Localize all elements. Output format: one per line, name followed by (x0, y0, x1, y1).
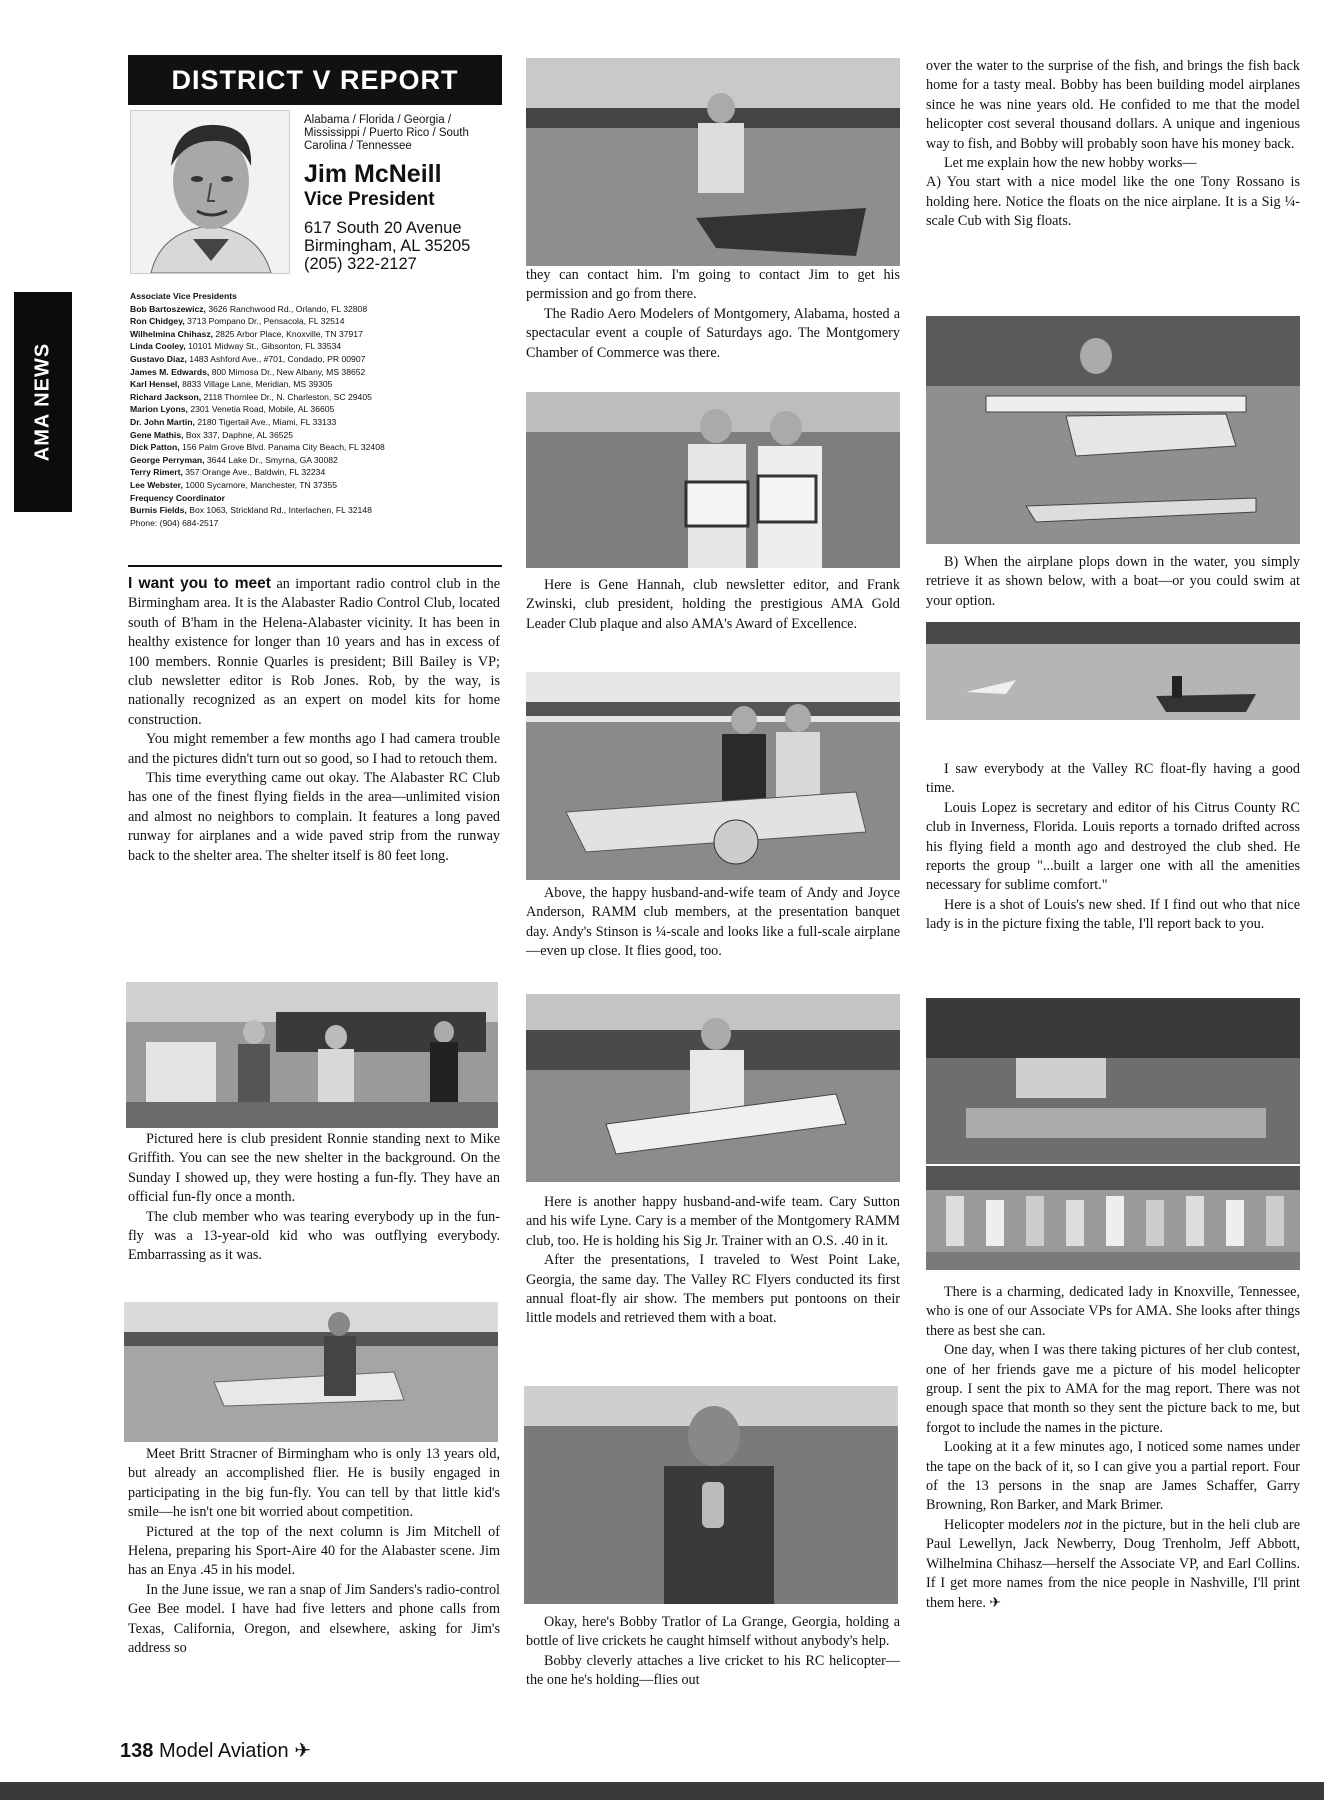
column-1-bottom (128, 1445, 500, 1658)
column-1-top (128, 574, 500, 866)
vp-portrait (130, 110, 290, 274)
associate-entry: Linda Cooley, 10101 Midway St., Gibsonton, FL 33534 (130, 341, 342, 352)
associate-entry: Terry Rimert, 357 Orange Ave., Baldwin, FL 32234 (130, 467, 326, 478)
page-number: 138 (120, 1740, 154, 1762)
paragraph: A) You start with a nice model like the one Tony Rossano is holding here. Notice the floats on the nice airplane. It is a Sig ¼-scale Cub with Sig floats. (926, 174, 1300, 230)
associate-entry: Wilhelmina Chihasz, 2825 Arbor Place, Knoxville, TN 37917 (130, 328, 363, 339)
paragraph: I saw everybody at the Valley RC float-fly having a good time. (926, 761, 1300, 797)
airplane-icon: ✈ (294, 1740, 311, 1762)
paragraph: B) When the airplane plops down in the water, you simply retrieve it as shown below, with a boat—or you could swim at your option. (926, 554, 1300, 609)
column-2-caption-1 (526, 576, 900, 634)
column-3-bottom (926, 1283, 1300, 1613)
associate-entry: Lee Webster, 1000 Sycamore, Manchester, TN 37355 (130, 479, 337, 490)
associate-entry: Ron Chidgey, 3713 Pompano Dr., Pensacola, FL 32514 (130, 316, 345, 327)
paragraph: they can contact him. I'm going to contact Jim to get his permission and go from there. (526, 267, 900, 303)
intro-paragraph: I want you to meet an important radio control club in the Birmingham area. It is the Alabaster Radio Control Club, located south of B'ham in the Helena-Alabaster vicinity. It has been in healthy existence for longer than 10 years and has in excess of 100 members. Ronnie Quarles is president; Bill Bailey is VP; club newsletter editor is Rob Jones. Rob, by the way, is nationally recognized as an expert on model kits for home construction. (128, 575, 501, 728)
associate-vp-list (130, 290, 502, 529)
associate-entry: George Perryman, 3644 Lake Dr., Smyrna, GA 30082 (130, 454, 338, 465)
district-states: Alabama / Florida / Georgia / Mississippi / Puerto Rico / South Carolina / Tennessee (304, 114, 469, 152)
column-3-caption-b (926, 553, 1300, 611)
column-2-top (526, 266, 900, 363)
associate-entry: James M. Edwards, 800 Mimosa Dr., New Albany, MS 38652 (130, 366, 366, 377)
column-1-mid (128, 1130, 500, 1266)
photo-boat-retrieval (926, 622, 1300, 720)
associate-entry: Karl Hensel, 8833 Village Lane, Meridian, MS 39305 (130, 379, 333, 390)
associate-entry: Richard Jackson, 2118 Thornlee Dr., N. Charleston, SC 29405 (130, 391, 372, 402)
paragraph: over the water to the surprise of the fish, and brings the fish back home for a tasty meal. Bobby has been building model airplanes since he was nine years old. He confided to me that the model helicopter cost several thousand dollars. A unique and ingenious way to fish, and Bobby will probably soon have his money back. (926, 58, 1300, 152)
paragraph: In the June issue, we ran a snap of Jim Sanders's radio-control Gee Bee model. I have had five letters and phone calls from Texas, California, Oregon, and elsewhere, asking for Jim's address so (128, 1581, 500, 1657)
paragraph: Meet Britt Stracner of Birmingham who is only 13 years old, but already an accomplished flier. He is busily engaged in participating in the big fun-fly. You can tell by that little kid's smile—he isn't one bit worried about competition. (128, 1446, 500, 1521)
associate-entry: Dr. John Martin, 2180 Tigertail Ave., Miami, FL 33133 (130, 416, 337, 427)
paragraph: There is a charming, dedicated lady in Knoxville, Tennessee, who is one of our Associate VPs for AMA. She looks after things there as best she can. (926, 1284, 1300, 1339)
paragraph: The club member who was tearing everybody up in the fun-fly was a 13-year-old kid who was outflying everybody. Embarrassing as it was. (128, 1208, 500, 1264)
vp-address: 617 South 20 Avenue Birmingham, AL 35205 (205) 322-2127 (304, 219, 471, 273)
photo-britt-stracner (124, 1302, 498, 1442)
paragraph: Helicopter modelers not in the picture, but in the heli club are Paul Lewellyn, Jack Newberry, Doug Trenholm, Jeff Abbott, Wilhelmina Chihasz—herself the Associate VP, and Earl Collins. If I get more names from the nice people in Nashville, I'll print them here. ✈ (926, 1516, 1300, 1611)
magazine-name: Model Aviation (158, 1740, 289, 1762)
column-2-mid (526, 1193, 900, 1329)
paragraph: This time everything came out okay. The Alabaster RC Club has one of the finest flying fields in the area—unlimited vision and almost no neighbors to complain. It features a long paved runway for airplanes and a wide paved strip from the runway back to the shelter area. The shelter itself is 80 feet long. (128, 770, 500, 864)
column-3-mid (926, 760, 1300, 935)
page-footer (120, 1738, 311, 1763)
paragraph: You might remember a few months ago I had camera trouble and the pictures didn't turn out so good, so I had to retouch them. (128, 731, 500, 767)
associate-entry: Gustavo Diaz, 1483 Ashford Ave., #701, Condado, PR 00907 (130, 353, 366, 364)
paragraph: Pictured at the top of the next column is Jim Mitchell of Helena, preparing his Sport-Aire 40 for the Alabaster scene. Jim has an Enya .45 in his model. (128, 1523, 500, 1579)
paragraph: The Radio Aero Modelers of Montgomery, Alabama, hosted a spectacular event a couple of Saturdays ago. The Montgomery Chamber of Commerce was there. (526, 305, 900, 361)
photo-bobby-tratlor (524, 1386, 898, 1604)
photo-new-shed (926, 998, 1300, 1164)
column-2-caption-2 (526, 884, 900, 962)
frequency-coordinator: Burnis Fields, Box 1063, Strickland Rd., Interlachen, FL 32148 (130, 505, 372, 516)
paragraph: Here is another happy husband-and-wife team. Cary Sutton and his wife Lyne. Cary is a member of the Montgomery RAMM club, too. He is holding his Sig Jr. Trainer with an O.S. .40 in it. (526, 1194, 900, 1249)
ama-news-tab: AMA NEWS (14, 292, 72, 512)
paragraph: Here is Gene Hannah, club newsletter editor, and Frank Zwinski, club president, holding the prestigious AMA Gold Leader Club plaque and also AMA's Award of Excellence. (526, 577, 900, 632)
paragraph: After the presentations, I traveled to West Point Lake, Georgia, the same day. The Valley RC Flyers conducted its first annual float-fly air show. The members put pontoons on their little models and retrieved them with a boat. (526, 1252, 900, 1327)
paragraph: Bobby cleverly attaches a live cricket to his RC helicopter—the one he's holding—flies out (526, 1652, 900, 1689)
column-3-top (926, 57, 1300, 232)
photo-gold-leader-plaque (526, 392, 900, 568)
paragraph: Above, the happy husband-and-wife team of Andy and Joyce Anderson, RAMM club members, at the presentation banquet day. Andy's Stinson is ¼-scale and looks like a full-scale airplane—even up close. It flies good, too. (526, 885, 900, 960)
photo-jim-mitchell (526, 58, 900, 266)
photo-cary-sutton (526, 994, 900, 1182)
frequency-heading: Frequency Coordinator (130, 492, 226, 503)
paragraph: Looking at it a few minutes ago, I noticed some names under the tape on the back of it, so I can give you a partial report. Four of the 13 persons in the snap are James Schaffer, Garry Browning, Ron Barker, and Mark Brimer. (926, 1439, 1300, 1514)
photo-sig-cub-floats (926, 316, 1300, 544)
vp-name: Jim McNeill (304, 160, 442, 188)
paragraph: Pictured here is club president Ronnie standing next to Mike Griffith. You can see the new shelter in the background. On the Sunday I showed up, they were hosting a fun-fly. They have an official fun-fly once a month. (128, 1131, 500, 1206)
column-2-bottom (526, 1613, 900, 1691)
scan-edge (0, 1782, 1324, 1800)
photo-helicopter-group (926, 1166, 1300, 1270)
associate-entry: Marion Lyons, 2301 Venetia Road, Mobile, AL 36605 (130, 404, 335, 415)
associate-entry: Gene Mathis, Box 337, Daphne, AL 36525 (130, 429, 294, 440)
vp-title: Vice President (304, 189, 435, 210)
photo-anderson-stinson (526, 672, 900, 880)
paragraph: Here is a shot of Louis's new shed. If I find out who that nice lady is in the picture fixing the table, I'll report back to you. (926, 896, 1300, 933)
frequency-phone: Phone: (904) 684-2517 (130, 517, 219, 528)
associate-entry: Dick Patton, 156 Palm Grove Blvd. Panama City Beach, FL 32408 (130, 442, 385, 453)
paragraph: Okay, here's Bobby Tratlor of La Grange, Georgia, holding a bottle of live crickets he caught himself without anybody's help. (526, 1614, 900, 1650)
paragraph: Let me explain how the new hobby works— (944, 155, 1197, 172)
paragraph: One day, when I was there taking pictures of her club contest, one of her friends gave me a picture of his model helicopter group. I sent the pix to AMA for the mag report. There was not enough space that month so they sent the picture back to me, but forgot to include the names in the picture. (926, 1342, 1300, 1436)
district-banner: DISTRICT V REPORT (128, 55, 502, 105)
photo-club-president (126, 982, 498, 1128)
associate-entry: Bob Bartoszewicz, 3626 Ranchwood Rd., Orlando, FL 32808 (130, 303, 368, 314)
associate-heading: Associate Vice Presidents (130, 291, 237, 301)
header-rule (128, 565, 502, 567)
paragraph: Louis Lopez is secretary and editor of his Citrus County RC club in Inverness, Florida. Louis reports a tornado drifted across his flying field a month ago and destroyed the club shed. He reports the group "...built a larger one with all the amenities necessary for sublime comfort." (926, 799, 1300, 894)
